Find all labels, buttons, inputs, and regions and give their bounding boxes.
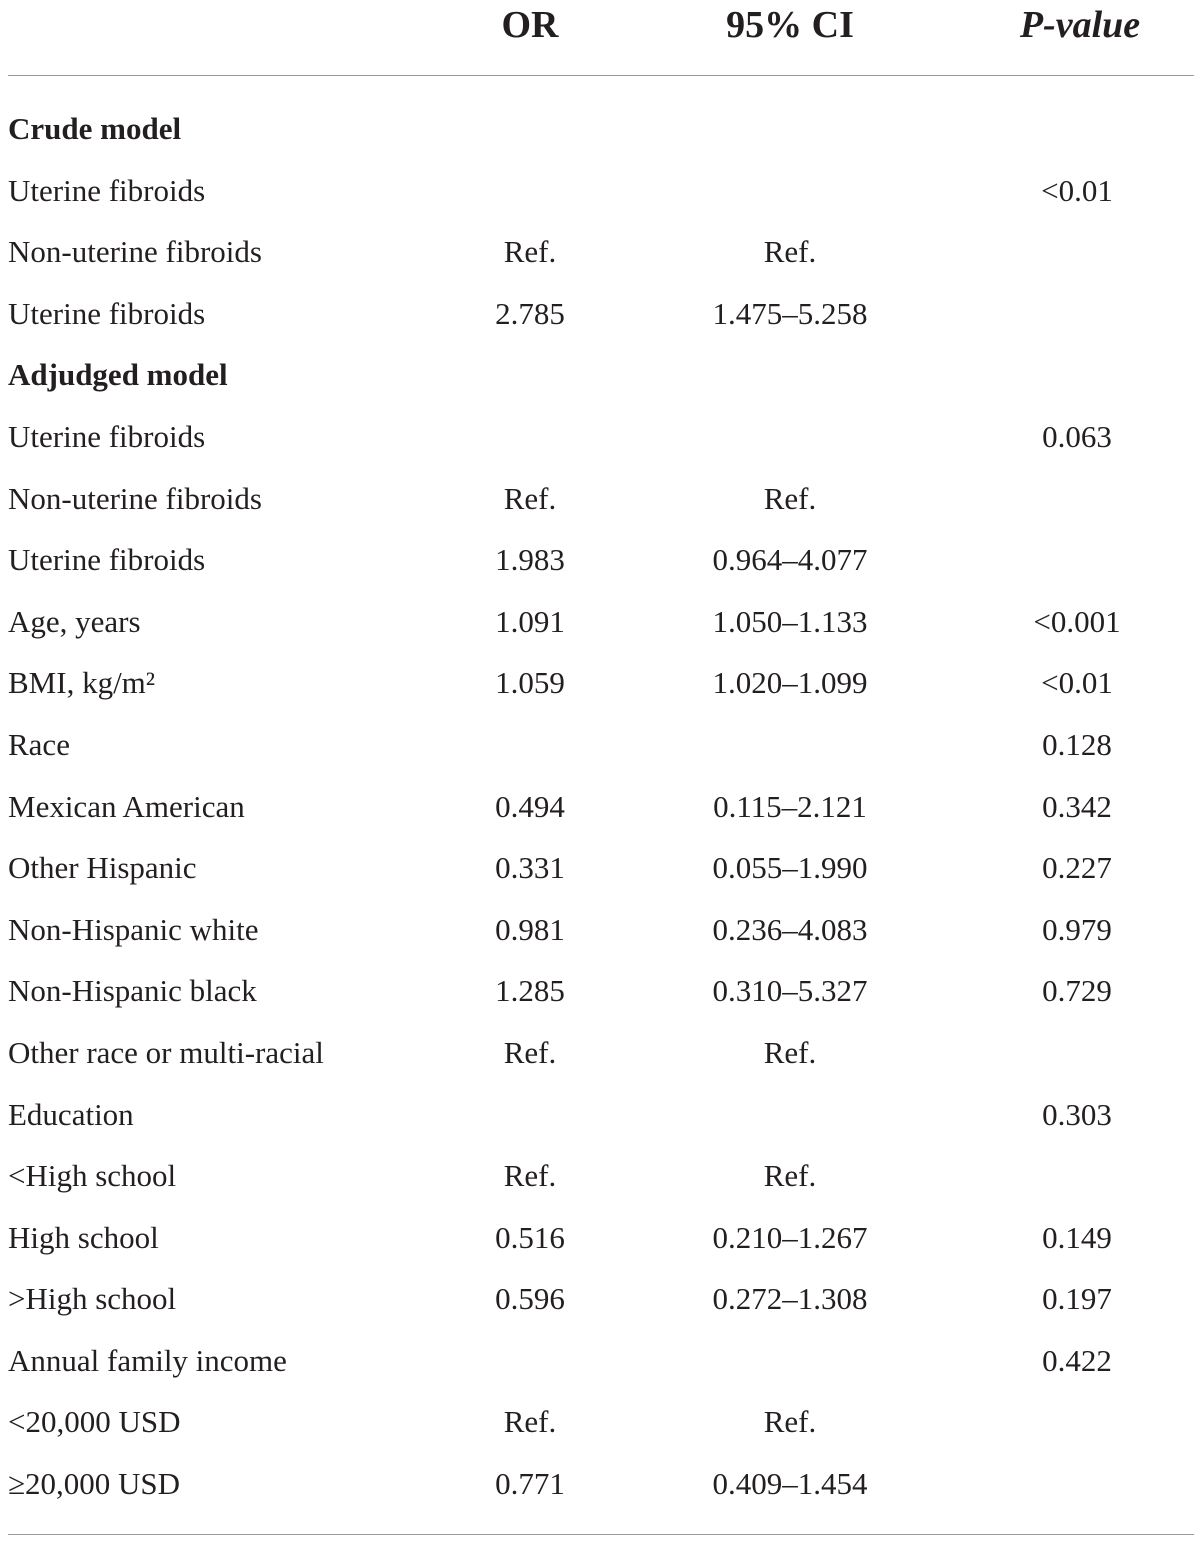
table-row: [0, 468, 1200, 530]
table-row: [0, 1084, 1200, 1146]
cell-ci: 0.409–1.454: [712, 1466, 868, 1502]
row-label: Non-Hispanic black: [8, 973, 257, 1009]
cell-p-value: [977, 1145, 1177, 1207]
cell-or: 1.983: [495, 542, 565, 578]
table-row: [0, 1022, 1200, 1084]
cell-p-value: 0.729: [1042, 973, 1112, 1009]
cell-p-value: 0.128: [1042, 726, 1112, 762]
cell-ci: 1.475–5.258: [712, 295, 868, 331]
cell-or: Ref.: [503, 1034, 557, 1070]
row-label: BMI, kg/m²: [8, 665, 156, 701]
row-label: Adjudged model: [8, 357, 228, 393]
cell-ci: 0.115–2.121: [713, 788, 867, 824]
cell-ci: Ref.: [763, 1404, 817, 1440]
cell-p-value: [977, 221, 1177, 283]
cell-or: [460, 406, 600, 468]
cell-ci: 0.236–4.083: [712, 911, 868, 947]
table-row: [0, 1391, 1200, 1453]
table-row: [0, 283, 1200, 345]
cell-p-value: [977, 344, 1177, 406]
cell-or: 1.285: [495, 973, 565, 1009]
cell-p-value: 0.063: [1042, 418, 1112, 454]
cell-p-value: 0.979: [1042, 911, 1112, 947]
cell-or: [460, 344, 600, 406]
cell-p-value: <0.01: [1041, 665, 1113, 701]
table-row: [0, 591, 1200, 653]
cell-or: [460, 98, 600, 160]
table-bottom-divider: [8, 1534, 1194, 1535]
cell-p-value: 0.149: [1042, 1219, 1112, 1255]
row-label: Age, years: [8, 603, 141, 639]
cell-ci: [680, 1330, 900, 1392]
cell-p-value: 0.197: [1042, 1281, 1112, 1317]
cell-or: Ref.: [503, 1158, 557, 1194]
cell-ci: 1.050–1.133: [712, 603, 868, 639]
header-divider: [8, 75, 1194, 76]
header-or: OR: [501, 4, 559, 46]
cell-or: 1.059: [495, 665, 565, 701]
table-row: [0, 160, 1200, 222]
cell-ci: 0.310–5.327: [712, 973, 868, 1009]
cell-or: 0.771: [495, 1466, 565, 1502]
row-label: High school: [8, 1219, 159, 1255]
table-row: [0, 714, 1200, 776]
table-row: [0, 652, 1200, 714]
cell-p-value: [977, 1453, 1177, 1515]
cell-ci: 0.210–1.267: [712, 1219, 868, 1255]
cell-ci: [680, 406, 900, 468]
table-row: [0, 221, 1200, 283]
row-label: Uterine fibroids: [8, 418, 206, 454]
cell-ci: [680, 1084, 900, 1146]
cell-p-value: [977, 1022, 1177, 1084]
row-label: <20,000 USD: [8, 1404, 181, 1440]
cell-p-value: 0.227: [1042, 850, 1112, 886]
cell-ci: 0.055–1.990: [712, 850, 868, 886]
cell-or: [460, 160, 600, 222]
table-row: [0, 776, 1200, 838]
cell-or: Ref.: [503, 1404, 557, 1440]
cell-or: 0.516: [495, 1219, 565, 1255]
cell-p-value: <0.01: [1041, 172, 1113, 208]
cell-ci: Ref.: [763, 1158, 817, 1194]
cell-ci: 0.272–1.308: [712, 1281, 868, 1317]
cell-or: 0.494: [495, 788, 565, 824]
cell-ci: [680, 98, 900, 160]
cell-or: 2.785: [495, 295, 565, 331]
row-label: >High school: [8, 1281, 177, 1317]
table-row: [0, 960, 1200, 1022]
cell-ci: [680, 714, 900, 776]
cell-or: 0.981: [495, 911, 565, 947]
cell-ci: 1.020–1.099: [712, 665, 868, 701]
row-label: Crude model: [8, 111, 182, 146]
row-label: <High school: [8, 1158, 177, 1194]
header-p-value: P-value: [1019, 4, 1141, 46]
cell-ci: [680, 344, 900, 406]
cell-p-value: <0.001: [1033, 603, 1121, 639]
row-label: Non-uterine fibroids: [8, 480, 262, 516]
cell-or: Ref.: [503, 234, 557, 270]
cell-or: [460, 714, 600, 776]
row-label: ≥20,000 USD: [8, 1466, 181, 1502]
cell-p-value: 0.342: [1042, 788, 1112, 824]
row-label: Non-uterine fibroids: [8, 234, 262, 270]
table-row: [0, 1268, 1200, 1330]
row-label: Non-Hispanic white: [8, 911, 259, 947]
row-label: Annual family income: [8, 1342, 287, 1378]
table-row: [0, 837, 1200, 899]
cell-ci: [680, 160, 900, 222]
row-label: Other race or multi-racial: [8, 1034, 324, 1070]
cell-ci: Ref.: [763, 1034, 817, 1070]
cell-p-value: [977, 1391, 1177, 1453]
cell-or: 0.596: [495, 1281, 565, 1317]
row-label: Mexican American: [8, 788, 245, 824]
cell-or: 1.091: [495, 603, 565, 639]
table-row: [0, 1330, 1200, 1392]
cell-p-value: [977, 468, 1177, 530]
table-header: [0, 0, 1200, 76]
cell-p-value: [977, 529, 1177, 591]
header-ci: 95% CI: [726, 4, 854, 46]
row-label: Uterine fibroids: [8, 295, 206, 331]
row-label: Uterine fibroids: [8, 172, 206, 208]
table-row: [0, 1453, 1200, 1515]
section-heading-row: [0, 344, 1200, 406]
cell-p-value: [977, 283, 1177, 345]
cell-p-value: [977, 98, 1177, 160]
table-body: [0, 98, 1200, 1515]
table-row: [0, 406, 1200, 468]
table-row: [0, 529, 1200, 591]
section-heading-row: [0, 98, 1200, 160]
cell-or: 0.331: [495, 850, 565, 886]
cell-or: Ref.: [503, 480, 557, 516]
table-row: [0, 1207, 1200, 1269]
cell-p-value: 0.303: [1042, 1096, 1112, 1132]
row-label: Race: [8, 726, 70, 762]
table-row: [0, 899, 1200, 961]
cell-or: [460, 1084, 600, 1146]
cell-p-value: 0.422: [1042, 1342, 1112, 1378]
row-label: Education: [8, 1096, 134, 1132]
row-label: Other Hispanic: [8, 850, 197, 886]
cell-or: [460, 1330, 600, 1392]
table-row: [0, 1145, 1200, 1207]
cell-ci: 0.964–4.077: [712, 542, 868, 578]
cell-ci: Ref.: [763, 234, 817, 270]
row-label: Uterine fibroids: [8, 542, 206, 578]
cell-ci: Ref.: [763, 480, 817, 516]
